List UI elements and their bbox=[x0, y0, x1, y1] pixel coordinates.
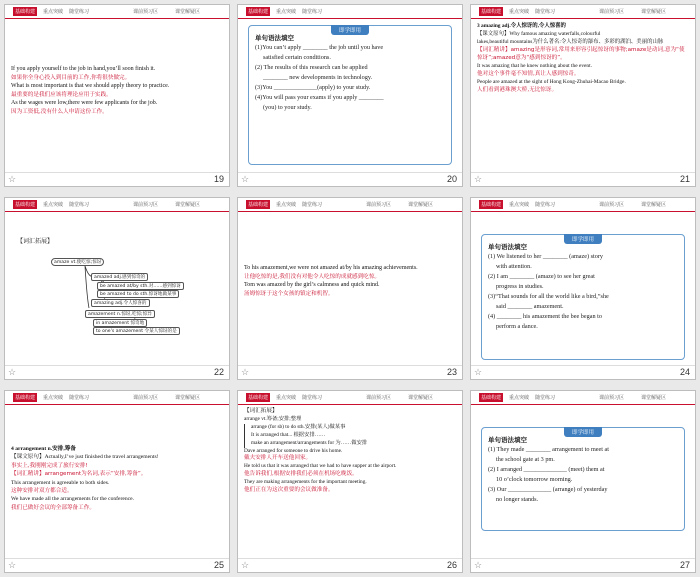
nav-rule bbox=[238, 211, 462, 212]
text-line: 【课文原句】Actually,I’ve just finished the travel arrangements! bbox=[11, 454, 159, 461]
mindmap-node: amazement n.惊讶,吃惊;惊异 bbox=[85, 310, 155, 318]
mindmap-node: be amazed to do sth.惊讶地做某事 bbox=[97, 290, 179, 298]
text-line: 他对这个事件毫不知情,真让人感到惊奇。 bbox=[477, 71, 580, 77]
tab-preview[interactable]: 课前预习区 bbox=[599, 9, 625, 15]
section-title: 【词汇拓展】 bbox=[244, 408, 278, 414]
text-line: To his amazement,we were not amazed at/by his amazing achievements. bbox=[244, 265, 418, 271]
slide-footer bbox=[5, 172, 229, 186]
slide-26[interactable] bbox=[237, 390, 463, 573]
text-line: arrange vt.筹备;安排;整理 bbox=[244, 415, 302, 422]
slide-27[interactable] bbox=[470, 390, 696, 573]
box-header: 即学即用 bbox=[564, 427, 602, 437]
text-line: 4 arrangement n.安排,筹备 bbox=[11, 446, 76, 452]
exercise-line: satisfied certain conditions. bbox=[263, 54, 331, 61]
tab-solve[interactable]: 课堂解疑区 bbox=[408, 202, 434, 208]
slide-nav bbox=[5, 5, 229, 19]
exercise-line: ________ new developments in technology. bbox=[263, 74, 373, 81]
tab-focus[interactable]: 重点突破 bbox=[43, 395, 64, 401]
slide-body bbox=[244, 264, 456, 298]
tab-basic[interactable]: 基础构建 bbox=[481, 9, 502, 15]
page-number: 19 bbox=[213, 174, 224, 184]
tab-practice[interactable]: 随堂练习 bbox=[302, 9, 323, 15]
star-icon[interactable]: ☆ bbox=[241, 367, 250, 377]
star-icon[interactable]: ☆ bbox=[474, 367, 483, 377]
slide-footer bbox=[471, 365, 695, 379]
tab-focus[interactable]: 重点突破 bbox=[43, 202, 64, 208]
star-icon[interactable]: ☆ bbox=[8, 560, 17, 570]
tab-preview[interactable]: 课前预习区 bbox=[133, 202, 159, 208]
tab-practice[interactable]: 随堂练习 bbox=[535, 395, 556, 401]
slide-nav bbox=[471, 198, 695, 212]
exercise-line: the school gate at 3 pm. bbox=[496, 456, 555, 463]
exercise-line: (3)You ______________(apply) to your study. bbox=[255, 84, 371, 91]
box-title: 单句语法填空 bbox=[488, 243, 527, 251]
tab-solve[interactable]: 课堂解疑区 bbox=[175, 395, 201, 401]
star-icon[interactable]: ☆ bbox=[8, 174, 17, 184]
exercise-line: (2) The results of this research can be applied bbox=[255, 64, 368, 71]
text-line: 他们正在为这次重要的会议做准备。 bbox=[244, 487, 334, 494]
page-number: 26 bbox=[446, 560, 457, 570]
tab-focus[interactable]: 重点突破 bbox=[43, 9, 64, 15]
page-number: 23 bbox=[446, 367, 457, 377]
text-line: We have made all the arrangements for the conference. bbox=[11, 496, 135, 503]
exercise-box bbox=[481, 427, 685, 531]
nav-rule bbox=[471, 404, 695, 405]
exercise-line: (1)You can’t apply ________ the job until you have bbox=[255, 44, 384, 51]
text-line: 3 amazing adj.令人惊讶的,令人惊喜的 bbox=[477, 23, 566, 29]
exercise-line: progress in studies. bbox=[496, 283, 544, 290]
text-line: Dave arranged for someone to drive his home. bbox=[244, 447, 343, 454]
exercise-line: (3)“That sounds for all the world like a bird,”she bbox=[488, 293, 609, 300]
exercise-line: said ________ amazement. bbox=[496, 303, 564, 310]
slide-nav bbox=[238, 391, 462, 405]
exercise-line: perform a dance. bbox=[496, 323, 538, 330]
star-icon[interactable]: ☆ bbox=[241, 560, 250, 570]
nav-rule bbox=[471, 18, 695, 19]
exercise-line: (1) They made ________ arrangement to meet at bbox=[488, 446, 610, 453]
text-line: 汤姆惊讶于这个女孩的镇定和机智。 bbox=[244, 290, 334, 297]
text-line: It was amazing that he knew nothing about the event. bbox=[477, 63, 592, 69]
slide-grid bbox=[4, 4, 696, 573]
text-line: 【词汇精讲】amazing是形容词,常用来形容引起惊讶的事物;amaze是动词,意为“使惊讶”;amazed意为“感到惊讶的”。 bbox=[477, 47, 685, 61]
slide-footer bbox=[471, 172, 695, 186]
text-line: 人们看到港珠澳大桥,无比惊讶。 bbox=[477, 87, 558, 93]
tab-practice[interactable]: 随堂练习 bbox=[69, 9, 90, 15]
page-number: 22 bbox=[213, 367, 224, 377]
text-line: It is arranged that... 根据安排…… bbox=[244, 432, 456, 440]
box-body bbox=[488, 445, 678, 505]
tab-focus[interactable]: 重点突破 bbox=[509, 9, 530, 15]
slide-footer bbox=[471, 558, 695, 572]
text-line: 他告诉我们,根据安排我们必须在机场吃晚饭。 bbox=[244, 471, 358, 478]
tab-solve[interactable]: 课堂解疑区 bbox=[641, 9, 667, 15]
tab-preview[interactable]: 课前预习区 bbox=[366, 395, 392, 401]
tab-solve[interactable]: 课堂解疑区 bbox=[175, 9, 201, 15]
tab-basic[interactable]: 基础构建 bbox=[481, 395, 502, 401]
slide-20[interactable] bbox=[237, 4, 463, 187]
exercise-line: (you) to your study. bbox=[263, 104, 312, 111]
text-line: make an arrangement/arrangements for 为……做安排 bbox=[244, 440, 456, 448]
tab-solve[interactable]: 课堂解疑区 bbox=[641, 395, 667, 401]
tab-basic[interactable]: 基础构建 bbox=[248, 202, 269, 208]
box-body bbox=[488, 252, 678, 332]
text-line: 【课文原句】Why famous amazing waterfalls,colourful bbox=[477, 31, 601, 37]
slide-21[interactable] bbox=[470, 4, 696, 187]
slide-nav bbox=[5, 391, 229, 405]
tab-practice[interactable]: 随堂练习 bbox=[69, 202, 90, 208]
exercise-line: 10 o’clock tomorrow morning. bbox=[496, 476, 573, 483]
text-line: 【词汇精讲】arrangement为名词,表示“安排,筹备”。 bbox=[11, 471, 147, 478]
slide-body bbox=[11, 65, 223, 117]
tab-practice[interactable]: 随堂练习 bbox=[302, 202, 323, 208]
page-number: 20 bbox=[446, 174, 457, 184]
text-line: 这种安排对双方都合适。 bbox=[11, 488, 73, 495]
exercise-line: (1) We listened to her ________ (amaze) story bbox=[488, 253, 604, 260]
page-number: 27 bbox=[679, 560, 690, 570]
star-icon[interactable]: ☆ bbox=[474, 560, 483, 570]
nav-rule bbox=[5, 404, 229, 405]
mindmap-node: amazing adj.令人惊喜的 bbox=[91, 299, 150, 307]
slide-body bbox=[244, 408, 456, 495]
text-line: This arrangement is agreeable to both sides. bbox=[11, 479, 110, 486]
exercise-line: with attention. bbox=[496, 263, 532, 270]
tab-preview[interactable]: 课前预习区 bbox=[366, 202, 392, 208]
mindmap-node: amazed adj.感到惊奇的 bbox=[91, 273, 148, 281]
slide-body bbox=[11, 445, 223, 512]
slide-footer bbox=[5, 365, 229, 379]
text-line: If you apply yourself to the job in hand,you’ll soon finish it. bbox=[11, 66, 156, 72]
exercise-line: (2) I arranged ______________ (meet) them at bbox=[488, 466, 605, 473]
exercise-line: (2) I am ________ (amaze) to see her great bbox=[488, 273, 595, 280]
text-line: He told us that it was arranged that we had to have supper at the airport. bbox=[244, 463, 397, 470]
slide-body bbox=[477, 22, 689, 94]
star-icon[interactable]: ☆ bbox=[8, 367, 17, 377]
slide-footer bbox=[238, 365, 462, 379]
mindmap-node: in amazement 惊奇地 bbox=[93, 319, 147, 327]
star-icon[interactable]: ☆ bbox=[474, 174, 483, 184]
text-line: 因为工资低,没有什么人申请这份工作。 bbox=[11, 108, 108, 115]
nav-rule bbox=[238, 404, 462, 405]
tab-basic[interactable]: 基础构建 bbox=[15, 9, 36, 15]
exercise-line: (4) ________ his amazement the bee began to bbox=[488, 313, 602, 320]
box-header: 即学即用 bbox=[331, 25, 369, 35]
box-title: 单句语法填空 bbox=[488, 436, 527, 444]
tab-preview[interactable]: 课前预习区 bbox=[599, 202, 625, 208]
tab-solve[interactable]: 课堂解疑区 bbox=[408, 395, 434, 401]
text-line: They are making arrangements for the important meeting. bbox=[244, 479, 367, 486]
text-line: 如果你全身心投入到目前的工作,你将很快做完。 bbox=[11, 74, 131, 81]
slide-nav bbox=[238, 198, 462, 212]
text-line: As the wages were low,there were few applicants for the job. bbox=[11, 100, 158, 107]
text-line: People are amazed at the sight of Hong Kong-Zhuhai-Macao Bridge. bbox=[477, 79, 626, 85]
tab-practice[interactable]: 随堂练习 bbox=[69, 395, 90, 401]
tab-basic[interactable]: 基础构建 bbox=[248, 395, 269, 401]
slide-22[interactable] bbox=[4, 197, 230, 380]
exercise-box bbox=[248, 25, 452, 165]
mindmap-node: to one's amazement 令某人惊讶的是 bbox=[93, 327, 180, 335]
slide-nav bbox=[238, 5, 462, 19]
tab-focus[interactable]: 重点突破 bbox=[276, 202, 297, 208]
tab-focus[interactable]: 重点突破 bbox=[509, 202, 530, 208]
page-number: 21 bbox=[679, 174, 690, 184]
tab-focus[interactable]: 重点突破 bbox=[276, 395, 297, 401]
slide-19[interactable] bbox=[4, 4, 230, 187]
slide-25[interactable] bbox=[4, 390, 230, 573]
tab-solve[interactable]: 课堂解疑区 bbox=[175, 202, 201, 208]
section-title: 【词汇拓展】 bbox=[17, 238, 54, 245]
slide-nav bbox=[471, 5, 695, 19]
text-line: Tom was amazed by the girl’s calmness and quick mind. bbox=[244, 282, 380, 289]
tab-preview[interactable]: 课前预习区 bbox=[133, 9, 159, 15]
tab-focus[interactable]: 重点突破 bbox=[276, 9, 297, 15]
exercise-box bbox=[481, 234, 685, 360]
slide-footer bbox=[238, 172, 462, 186]
slide-footer bbox=[238, 558, 462, 572]
text-line: arrange (for sb) to do sth.安排(某人)做某事 bbox=[244, 424, 456, 432]
tab-practice[interactable]: 随堂练习 bbox=[535, 9, 556, 15]
mindmap-root: amaze vt.使吃惊;惊讶 bbox=[51, 258, 104, 266]
box-title: 单句语法填空 bbox=[255, 34, 294, 42]
box-body bbox=[255, 43, 445, 113]
tab-basic[interactable]: 基础构建 bbox=[15, 395, 36, 401]
text-line: 戴夫安排人开车送他回家。 bbox=[244, 455, 312, 462]
box-header: 即学即用 bbox=[564, 234, 602, 244]
nav-rule bbox=[5, 18, 229, 19]
tab-practice[interactable]: 随堂练习 bbox=[535, 202, 556, 208]
slide-24[interactable] bbox=[470, 197, 696, 380]
star-icon[interactable]: ☆ bbox=[241, 174, 250, 184]
text-line: 让他吃惊的是,我们没有对他令人吃惊的成就感到吃惊。 bbox=[244, 273, 381, 280]
text-line: 事实上,我刚刚完成了旅行安排! bbox=[11, 462, 88, 469]
text-line: What is most important is that we should apply theory to practice. bbox=[11, 83, 170, 90]
tab-practice[interactable]: 随堂练习 bbox=[302, 395, 323, 401]
tab-solve[interactable]: 课堂解疑区 bbox=[641, 202, 667, 208]
text-line: 最重要的是我们应该将理论应用于实践。 bbox=[11, 91, 112, 98]
text-line: lakes,beautiful mountains为什么著名:令人惊奇的瀑布、多彩的湖泊、美丽的山脉 bbox=[477, 39, 664, 45]
exercise-line: (4)You will pass your exams if you apply ________ bbox=[255, 94, 384, 101]
exercise-line: (3) Our ______________ (arrange) of yesterday bbox=[488, 486, 608, 493]
mindmap-node: be amazed at/by sth.对……感到惊讶 bbox=[97, 282, 184, 290]
text-line: 我们已做好会议的全部筹备工作。 bbox=[11, 504, 95, 511]
tab-basic[interactable]: 基础构建 bbox=[15, 202, 36, 208]
exercise-line: no longer stands. bbox=[496, 496, 539, 503]
tab-focus[interactable]: 重点突破 bbox=[509, 395, 530, 401]
tab-preview[interactable]: 课前预习区 bbox=[133, 395, 159, 401]
tab-basic[interactable]: 基础构建 bbox=[248, 9, 269, 15]
page-number: 25 bbox=[213, 560, 224, 570]
nav-rule bbox=[238, 18, 462, 19]
slide-nav bbox=[471, 391, 695, 405]
slide-23[interactable] bbox=[237, 197, 463, 380]
page-number: 24 bbox=[679, 367, 690, 377]
nav-rule bbox=[471, 211, 695, 212]
tab-basic[interactable]: 基础构建 bbox=[481, 202, 502, 208]
slide-footer bbox=[5, 558, 229, 572]
tab-preview[interactable]: 课前预习区 bbox=[599, 395, 625, 401]
